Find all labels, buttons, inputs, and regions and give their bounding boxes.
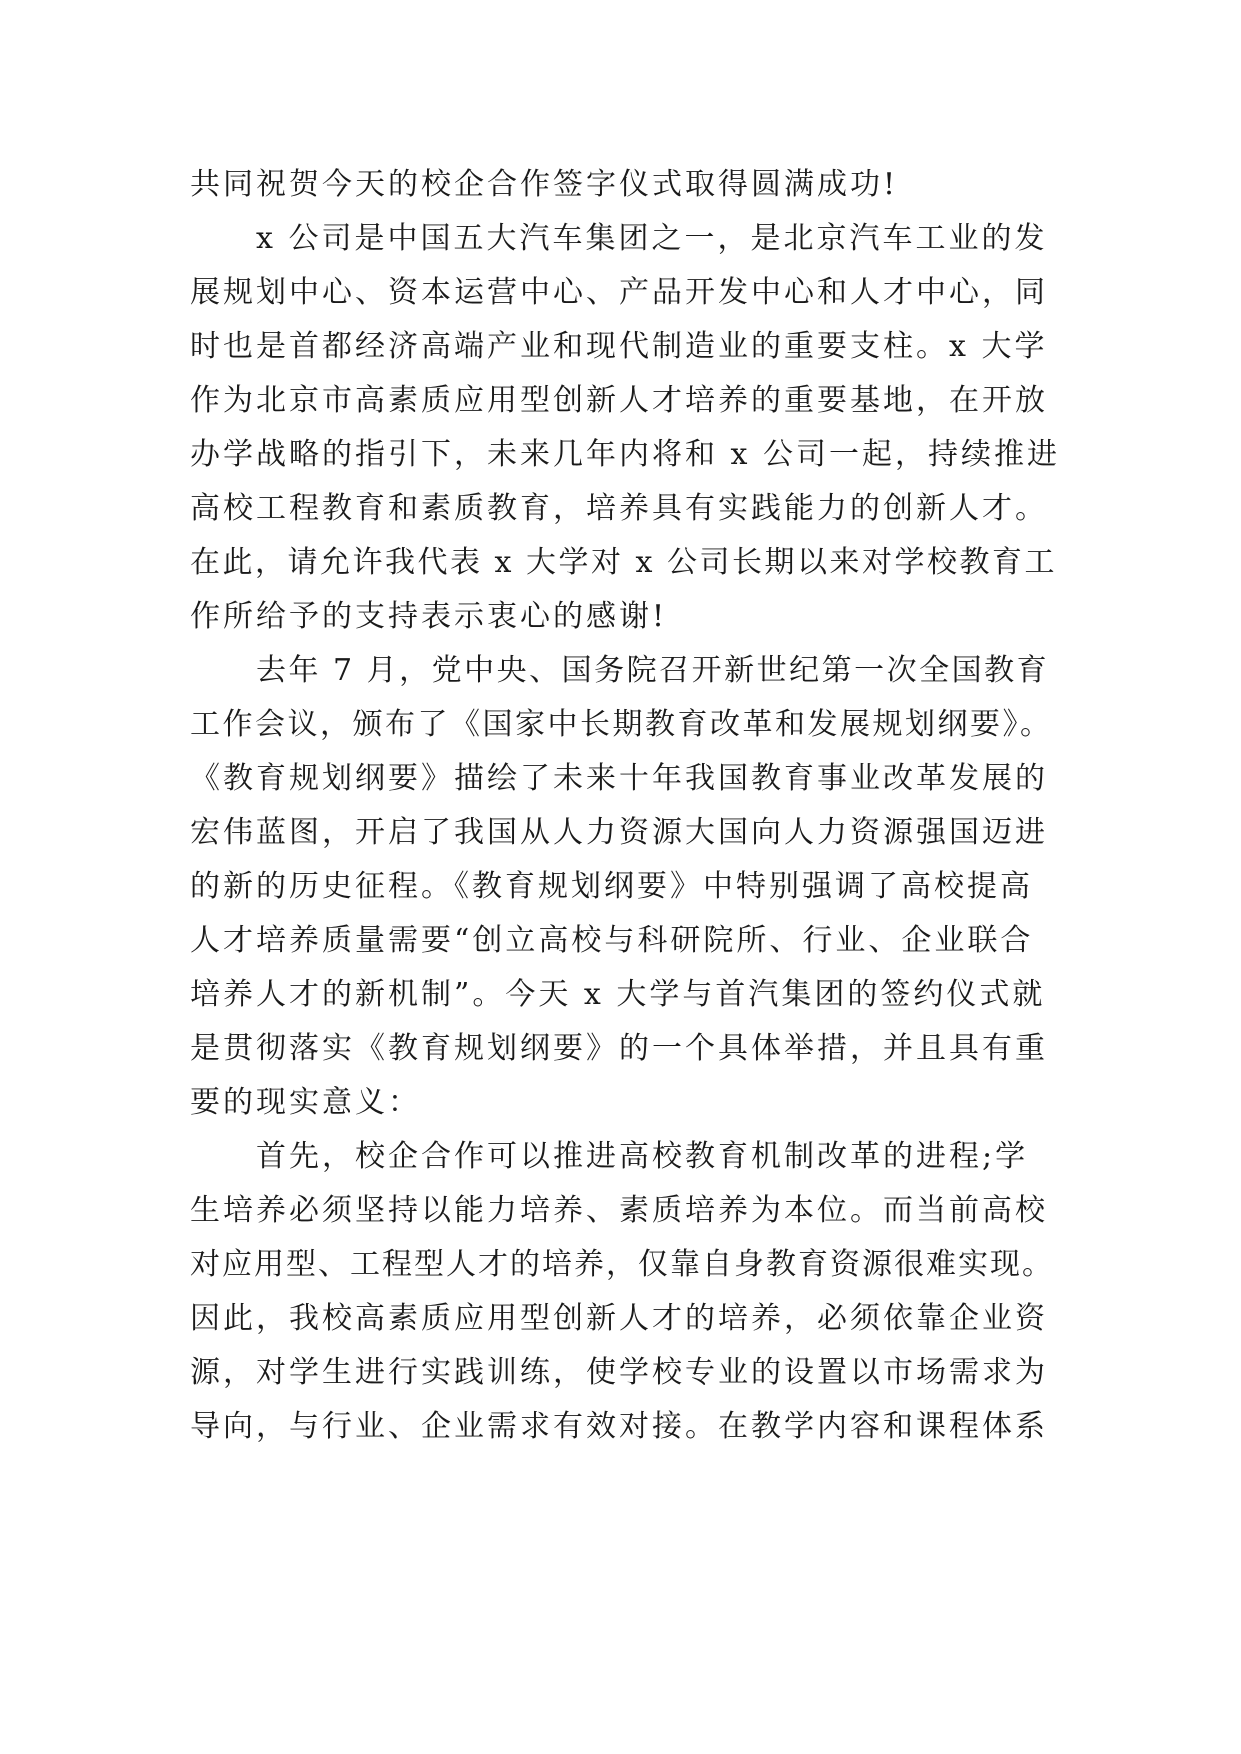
text-line: 人才培养质量需要“创立高校与科研院所、行业、企业联合 — [190, 923, 1034, 958]
text-line: 生培养必须坚持以能力培养、素质培养为本位。而当前高校 — [190, 1193, 1048, 1228]
text-line: 因此，我校高素质应用型创新人才的培养，必须依靠企业资 — [190, 1301, 1048, 1336]
text-line: 导向，与行业、企业需求有效对接。在教学内容和课程体系 — [190, 1409, 1048, 1444]
text-line: 办学战略的指引下，未来几年内将和 x 公司一起，持续推进 — [190, 437, 1060, 472]
text-line: 要的现实意义： — [190, 1085, 421, 1120]
text-line: 时也是首都经济高端产业和现代制造业的重要支柱。x 大学 — [190, 329, 1048, 364]
text-line: 展规划中心、资本运营中心、产品开发中心和人才中心，同 — [190, 275, 1048, 310]
paragraph-first-line: 去年 7 月，党中央、国务院召开新世纪第一次全国教育 — [256, 653, 1050, 688]
text-line: 宏伟蓝图，开启了我国从人力资源大国向人力资源强国迈进 — [190, 815, 1048, 850]
text-line: 在此，请允许我代表 x 大学对 x 公司长期以来对学校教育工 — [190, 545, 1057, 580]
text-line: 《教育规划纲要》描绘了未来十年我国教育事业改革发展的 — [190, 761, 1048, 796]
paragraph-first-line: x 公司是中国五大汽车集团之一，是北京汽车工业的发 — [256, 221, 1048, 256]
text-line: 工作会议，颁布了《国家中长期教育改革和发展规划纲要》。 — [190, 707, 1053, 742]
text-line: 高校工程教育和素质教育，培养具有实践能力的创新人才。 — [190, 491, 1048, 526]
text-line: 作为北京市高素质应用型创新人才培养的重要基地，在开放 — [190, 383, 1048, 418]
text-line: 作所给予的支持表示衷心的感谢! — [190, 599, 668, 634]
body-text — [190, 158, 1060, 1454]
text-line: 共同祝贺今天的校企合作签字仪式取得圆满成功! — [190, 167, 899, 202]
paragraph-first-line: 首先，校企合作可以推进高校教育机制改革的进程;学 — [256, 1139, 1029, 1174]
text-line: 对应用型、工程型人才的培养，仅靠自身教育资源很难实现。 — [190, 1247, 1054, 1282]
text-line: 是贯彻落实《教育规划纲要》的一个具体举措，并且具有重 — [190, 1031, 1048, 1066]
text-line: 培养人才的新机制”。今天 x 大学与首汽集团的签约仪式就 — [190, 977, 1046, 1012]
text-line: 的新的历史征程。《教育规划纲要》中特别强调了高校提高 — [190, 869, 1033, 904]
text-line: 源，对学生进行实践训练，使学校专业的设置以市场需求为 — [190, 1355, 1048, 1390]
